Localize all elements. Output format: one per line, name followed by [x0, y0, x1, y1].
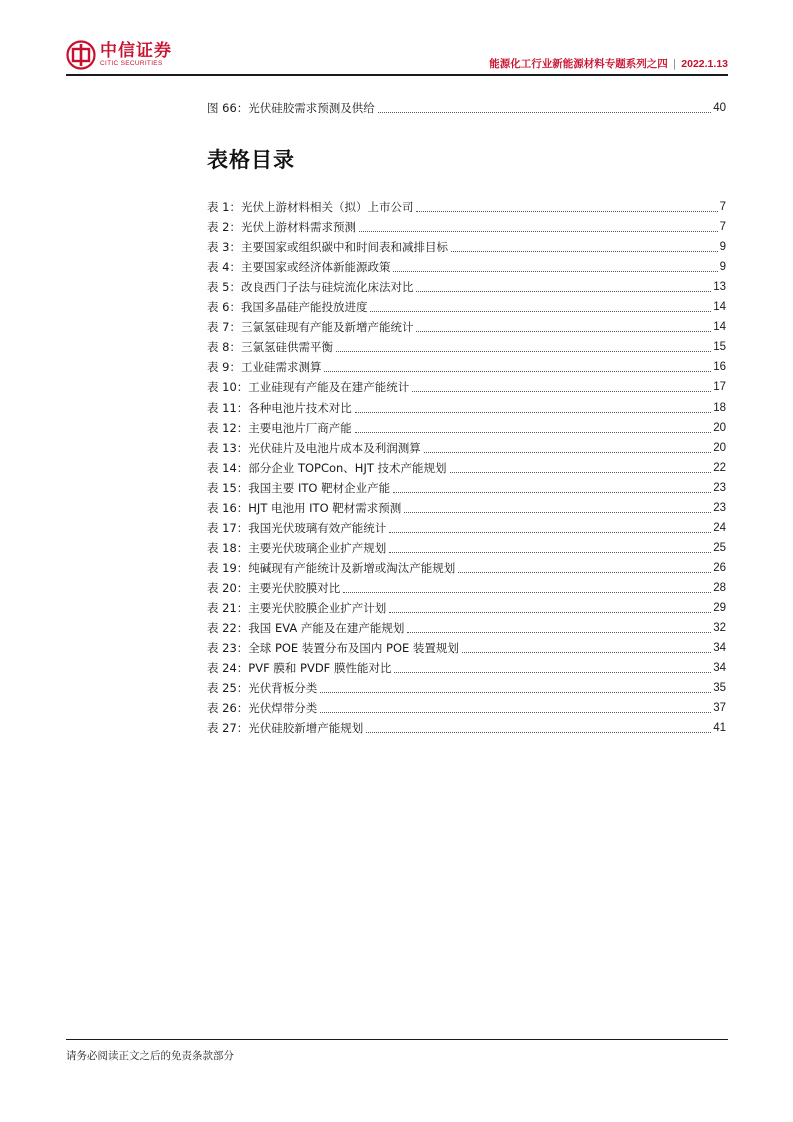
logo-chinese-name: 中信证券: [100, 41, 172, 61]
toc-leader-dots: [355, 412, 711, 413]
toc-leader-dots: [416, 331, 711, 332]
toc-entry-label: 表 20：主要光伏胶膜对比: [207, 580, 341, 595]
toc-leader-dots: [424, 452, 711, 453]
toc-entry-label: 表 7：三氯氢硅现有产能及新增产能统计: [207, 320, 414, 335]
table-toc-entry[interactable]: [207, 398, 726, 416]
toc-entry-label: 表 4：主要国家或经济体新能源政策: [207, 260, 391, 275]
toc-entry-page: 16: [713, 361, 726, 374]
logo-english-name: CITIC SECURITIES: [100, 60, 163, 67]
toc-entry-label: 表 25：光伏背板分类: [207, 681, 318, 696]
toc-entry-page: 35: [713, 682, 726, 695]
toc-entry-label: 表 17：我国光伏玻璃有效产能统计: [207, 520, 387, 535]
toc-entry-page: 28: [713, 581, 726, 594]
toc-entry-label: 表 21：主要光伏胶膜企业扩产计划: [207, 601, 387, 615]
figure-toc-entry[interactable]: [207, 98, 726, 116]
toc-entry-label: 表 19：纯碱现有产能统计及新增或淘汰产能规划: [207, 560, 456, 575]
toc-leader-dots: [404, 512, 711, 513]
toc-entry-page: 26: [713, 561, 726, 574]
toc-entry-page: 20: [713, 421, 726, 434]
toc-entry-label: 表 6：我国多晶硅产能投放进度: [207, 300, 368, 315]
toc-entry-page: 23: [713, 501, 726, 514]
report-series-info: [489, 56, 728, 71]
table-toc-entry[interactable]: [207, 317, 726, 335]
toc-leader-dots: [458, 572, 711, 573]
toc-leader-dots: [355, 432, 711, 433]
toc-entry-page: 18: [713, 401, 726, 414]
table-toc-entry[interactable]: [207, 357, 726, 375]
toc-entry-page: 7: [719, 221, 726, 234]
table-toc-entry[interactable]: [207, 458, 726, 476]
page-header: [66, 38, 728, 76]
toc-leader-dots: [393, 492, 711, 493]
toc-leader-dots: [389, 612, 711, 613]
toc-leader-dots: [416, 211, 717, 212]
section-title-table-list: 表格目录: [207, 148, 295, 172]
report-date: 2022.1.13: [681, 57, 728, 70]
footer-disclaimer: 请务必阅读正文之后的免责条款部分: [66, 1050, 234, 1062]
toc-entry-label: 表 27：光伏硅胶新增产能规划: [207, 721, 364, 736]
table-toc-entry[interactable]: [207, 237, 726, 255]
table-toc-entry[interactable]: [207, 558, 726, 576]
toc-leader-dots: [407, 632, 711, 633]
toc-entry-label: 表 23：全球 POE 装置分布及国内 POE 装置规划: [207, 641, 459, 656]
header-divider: [66, 74, 728, 76]
table-toc-entry[interactable]: [207, 197, 726, 215]
toc-leader-dots: [412, 391, 711, 392]
toc-leader-dots: [450, 472, 712, 473]
table-toc-entry[interactable]: [207, 538, 726, 556]
toc-leader-dots: [320, 692, 711, 693]
toc-leader-dots: [366, 732, 711, 733]
toc-entry-page: 37: [713, 702, 726, 715]
toc-entry-page: 7: [719, 201, 726, 213]
toc-leader-dots: [324, 371, 711, 372]
table-toc-entry[interactable]: [207, 518, 726, 536]
table-toc-entry[interactable]: [207, 217, 726, 235]
toc-entry-label: 表 9：工业硅需求测算: [207, 360, 322, 375]
toc-entry-label: 表 24：PVF 膜和 PVDF 膜性能对比: [207, 661, 392, 676]
toc-entry-page: 41: [713, 722, 726, 735]
toc-entry-label: 表 10：工业硅现有产能及在建产能统计: [207, 380, 410, 395]
citic-logo: [66, 38, 172, 72]
toc-entry-page: 22: [713, 461, 726, 474]
table-toc-entry[interactable]: [207, 478, 726, 496]
toc-entry-label: 表 26：光伏焊带分类: [207, 701, 318, 716]
toc-leader-dots: [462, 652, 711, 653]
toc-leader-dots: [393, 271, 717, 272]
table-toc-entry[interactable]: [207, 337, 726, 355]
toc-entry-page: 34: [713, 662, 726, 675]
toc-entry-page: 29: [713, 602, 726, 614]
table-toc-entry[interactable]: [207, 718, 726, 736]
table-toc-entry[interactable]: [207, 598, 726, 616]
toc-entry-label: 表 1：光伏上游材料相关（拟）上市公司: [207, 200, 414, 214]
toc-entry-page: 9: [719, 241, 726, 254]
toc-entry-label: 表 2：光伏上游材料需求预测: [207, 220, 356, 235]
toc-entry-label: 表 22：我国 EVA 产能及在建产能规划: [207, 621, 405, 636]
toc-leader-dots: [336, 351, 711, 352]
toc-leader-dots: [451, 251, 718, 252]
toc-entry-page: 20: [713, 441, 726, 454]
table-toc-entry[interactable]: [207, 698, 726, 716]
toc-entry-page: 13: [713, 281, 726, 294]
toc-entry-label: 图 66：光伏硅胶需求预测及供给: [207, 101, 375, 115]
toc-entry-page: 24: [713, 521, 726, 534]
toc-entry-page: 25: [713, 541, 726, 554]
toc-entry-label: 表 18：主要光伏玻璃企业扩产规划: [207, 540, 387, 555]
toc-entry-label: 表 13：光伏硅片及电池片成本及利润测算: [207, 440, 421, 455]
toc-entry-label: 表 14：部分企业 TOPCon、HJT 技术产能规划: [207, 460, 447, 475]
header-separator: |: [672, 57, 677, 70]
table-toc-entry[interactable]: [207, 578, 726, 596]
toc-leader-dots: [389, 552, 711, 553]
toc-entry-label: 表 12：主要电池片厂商产能: [207, 420, 352, 435]
toc-entry-page: 15: [713, 341, 726, 354]
footer-divider: [66, 1039, 728, 1040]
toc-leader-dots: [359, 231, 718, 232]
table-toc-entry[interactable]: [207, 658, 726, 676]
toc-entry-page: 34: [713, 642, 726, 655]
toc-entry-page: 23: [713, 481, 726, 494]
toc-entry-label: 表 16：HJT 电池用 ITO 靶材需求预测: [207, 500, 402, 515]
toc-leader-dots: [378, 112, 711, 113]
table-toc-entry[interactable]: [207, 638, 726, 656]
toc-entry-label: 表 3：主要国家或组织碳中和时间表和减排目标: [207, 240, 448, 255]
toc-entry-page: 9: [719, 261, 726, 274]
report-series-title: 能源化工行业新能源材料专题系列之四: [489, 58, 668, 70]
table-toc-entry[interactable]: [207, 678, 726, 696]
toc-entry-page: 40: [713, 102, 726, 114]
table-toc-entry[interactable]: [207, 297, 726, 315]
toc-leader-dots: [416, 291, 711, 292]
table-toc-entry[interactable]: [207, 257, 726, 275]
toc-leader-dots: [320, 712, 711, 713]
table-toc-entry[interactable]: [207, 618, 726, 636]
toc-entry-label: 表 15：我国主要 ITO 靶材企业产能: [207, 480, 391, 495]
toc-entry-page: 14: [713, 301, 726, 314]
table-toc-entry[interactable]: [207, 498, 726, 516]
toc-entry-label: 表 5：改良西门子法与硅烷流化床法对比: [207, 280, 414, 295]
toc-leader-dots: [370, 311, 711, 312]
toc-leader-dots: [394, 672, 711, 673]
toc-entry-label: 表 11：各种电池片技术对比: [207, 400, 352, 415]
table-toc-entry[interactable]: [207, 418, 726, 436]
toc-entry-page: 14: [713, 321, 726, 334]
toc-entry-page: 17: [713, 381, 726, 394]
table-toc-entry[interactable]: [207, 277, 726, 295]
toc-leader-dots: [343, 592, 711, 593]
toc-entry-label: 表 8：三氯氢硅供需平衡: [207, 340, 333, 355]
table-toc-entry[interactable]: [207, 377, 726, 395]
table-toc-entry[interactable]: [207, 438, 726, 456]
citic-logo-icon: [66, 40, 96, 70]
toc-leader-dots: [389, 532, 711, 533]
toc-entry-page: 32: [713, 622, 726, 635]
